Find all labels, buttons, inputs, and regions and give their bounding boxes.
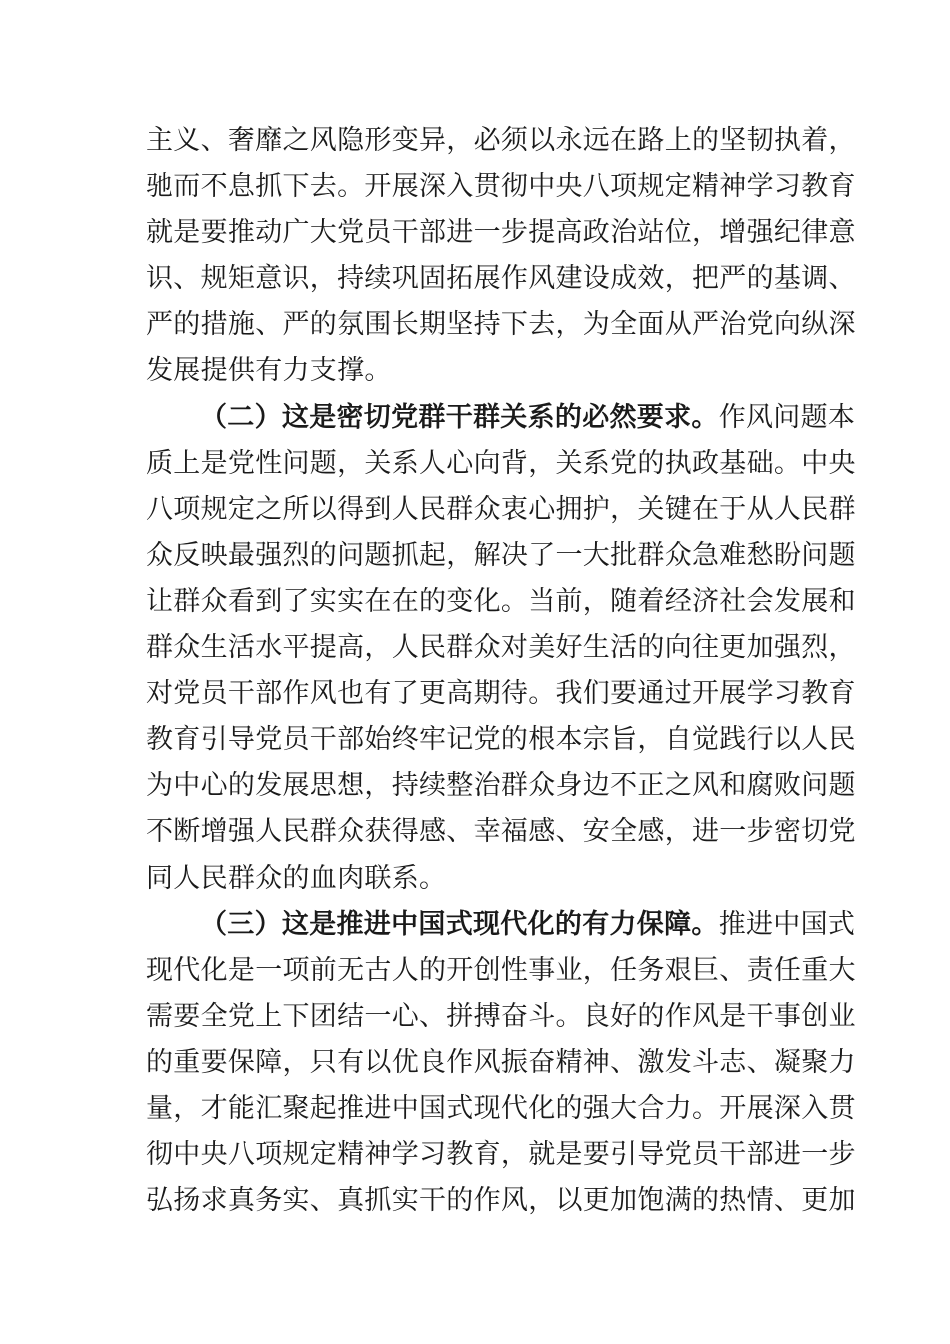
text-run: 推进中国式 xyxy=(718,908,856,940)
section-heading: （二）这是密切党群干群关系的必然要求。 xyxy=(200,401,719,433)
text-line: 众反映最强烈的问题抓起，解决了一大批群众急难愁盼问题 xyxy=(146,539,856,571)
document-body xyxy=(146,118,856,1224)
paragraph-continued xyxy=(146,118,856,395)
text-line: 识、规矩意识，持续巩固拓展作风建设成效，把严的基调、 xyxy=(146,263,856,295)
section-heading: （三）这是推进中国式现代化的有力保障。 xyxy=(200,908,719,940)
text-line: 不断增强人民群众获得感、幸福感、安全感，进一步密切党 xyxy=(146,816,856,848)
text-line: 主义、奢靡之风隐形变异，必须以永远在路上的坚韧执着， xyxy=(146,125,856,156)
text-run: 作风问题本 xyxy=(718,401,856,433)
text-line: 就是要推动广大党员干部进一步提高政治站位，增强纪律意 xyxy=(146,217,856,249)
text-line: 对党员干部作风也有了更高期待。我们要通过开展学习教育 xyxy=(146,678,856,710)
text-line: 质上是党性问题，关系人心向背，关系党的执政基础。中央 xyxy=(146,447,856,479)
text-line: 同人民群众的血肉联系。 xyxy=(146,862,447,894)
text-line: 八项规定之所以得到人民群众衷心拥护，关键在于从人民群 xyxy=(146,493,856,525)
text-line: 的重要保障，只有以优良作风振奋精神、激发斗志、凝聚力 xyxy=(146,1046,856,1078)
paragraph-section-two xyxy=(146,395,856,902)
text-line-first xyxy=(146,395,856,441)
text-line: 现代化是一项前无古人的开创性事业，任务艰巨、责任重大 xyxy=(146,954,856,986)
text-line: 为中心的发展思想，持续整治群众身边不正之风和腐败问题 xyxy=(146,770,856,802)
text-line: 驰而不息抓下去。开展深入贯彻中央八项规定精神学习教育 xyxy=(146,171,856,203)
text-line: 发展提供有力支撑。 xyxy=(146,355,392,387)
text-line: 严的措施、严的氛围长期坚持下去，为全面从严治党向纵深 xyxy=(146,309,856,341)
paragraph-section-three xyxy=(146,902,856,1225)
text-line: 彻中央八项规定精神学习教育，就是要引导党员干部进一步 xyxy=(146,1139,856,1171)
text-line-first xyxy=(146,902,856,948)
text-line: 群众生活水平提高，人民群众对美好生活的向往更加强烈， xyxy=(146,632,856,664)
text-line: 量，才能汇聚起推进中国式现代化的强大合力。开展深入贯 xyxy=(146,1092,856,1124)
text-line: 弘扬求真务实、真抓实干的作风，以更加饱满的热情、更加 xyxy=(146,1185,856,1217)
text-line: 教育引导党员干部始终牢记党的根本宗旨，自觉践行以人民 xyxy=(146,724,856,756)
text-line: 让群众看到了实实在在的变化。当前，随着经济社会发展和 xyxy=(146,585,856,617)
text-line: 需要全党上下团结一心、拼搏奋斗。良好的作风是干事创业 xyxy=(146,1000,856,1032)
